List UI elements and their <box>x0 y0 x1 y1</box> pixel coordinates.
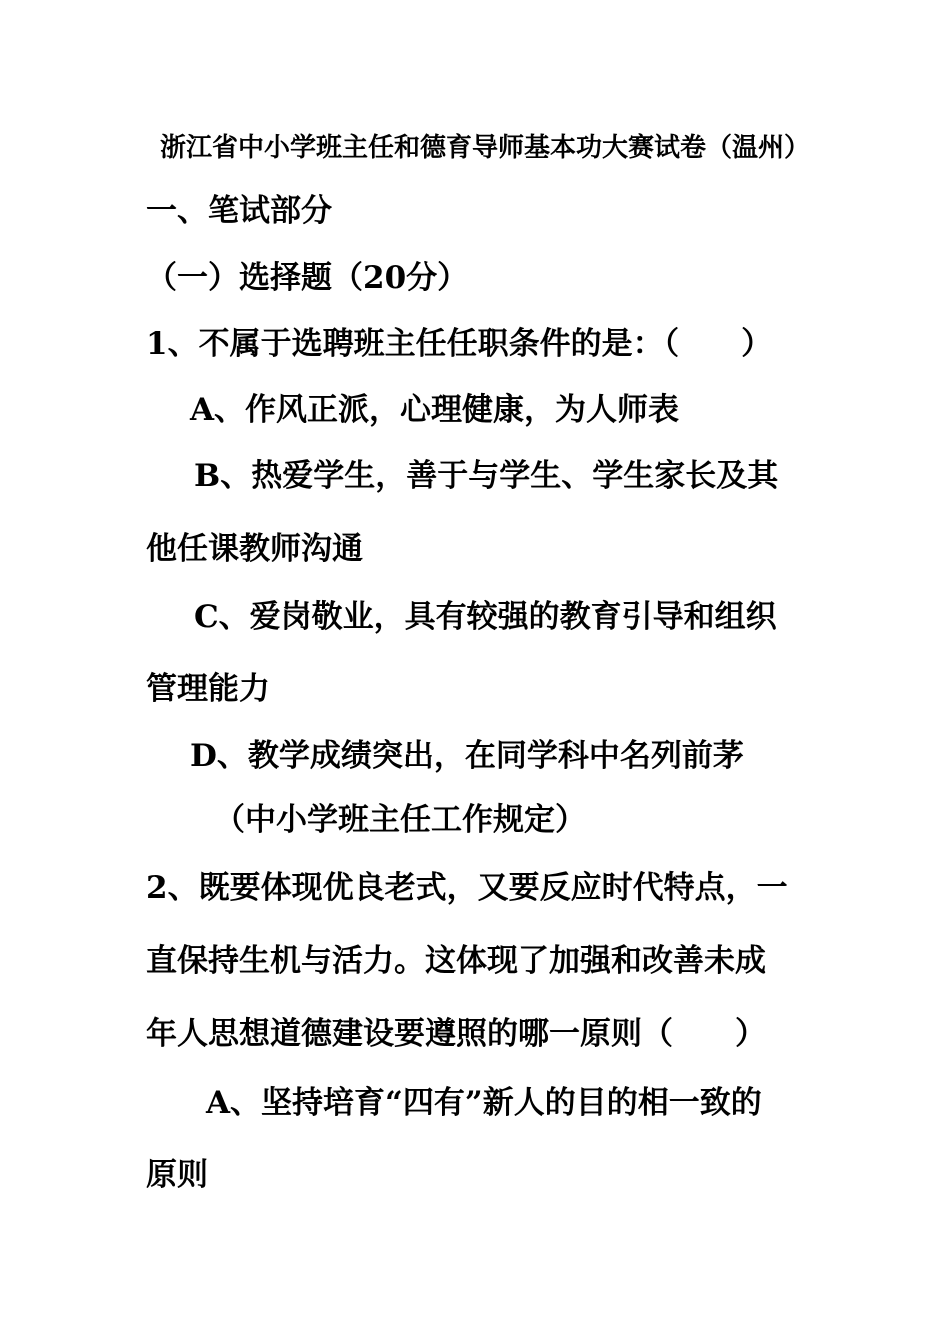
question-2-option-a: A、坚持培育“四有”新人的目的相一致的 <box>206 1085 762 1121</box>
question-1-option-b: B、热爱学生，善于与学生、学生家长及其 <box>194 458 779 494</box>
question-2-option-a-continued: 原则 <box>146 1157 208 1193</box>
subsection-heading: （一）选择题（20分） <box>146 260 469 296</box>
question-1-option-a: A、作风正派，心理健康，为人师表 <box>190 392 680 428</box>
question-1-stem: 1、不属于选聘班主任任职条件的是：（ ） <box>146 326 773 362</box>
question-1-source: （中小学班主任工作规定） <box>214 802 586 838</box>
question-1-option-d: D、教学成绩突出，在同学科中名列前茅 <box>190 738 744 774</box>
question-1-option-b-continued: 他任课教师沟通 <box>146 531 363 567</box>
question-1-option-c-continued: 管理能力 <box>146 671 270 707</box>
question-2-stem-end: 年人思想道德建设要遵照的哪一原则（ ） <box>146 1016 766 1052</box>
exam-title: 浙江省中小学班主任和德育导师基本功大赛试卷（温州） <box>160 133 811 163</box>
question-2-stem-continued: 直保持生机与活力。这体现了加强和改善未成 <box>146 943 766 979</box>
question-2-stem: 2、既要体现优良老式，又要反应时代特点，一 <box>146 870 788 906</box>
question-1-option-c: C、爱岗敬业，具有较强的教育引导和组织 <box>194 599 777 635</box>
section-heading: 一、笔试部分 <box>146 193 332 229</box>
